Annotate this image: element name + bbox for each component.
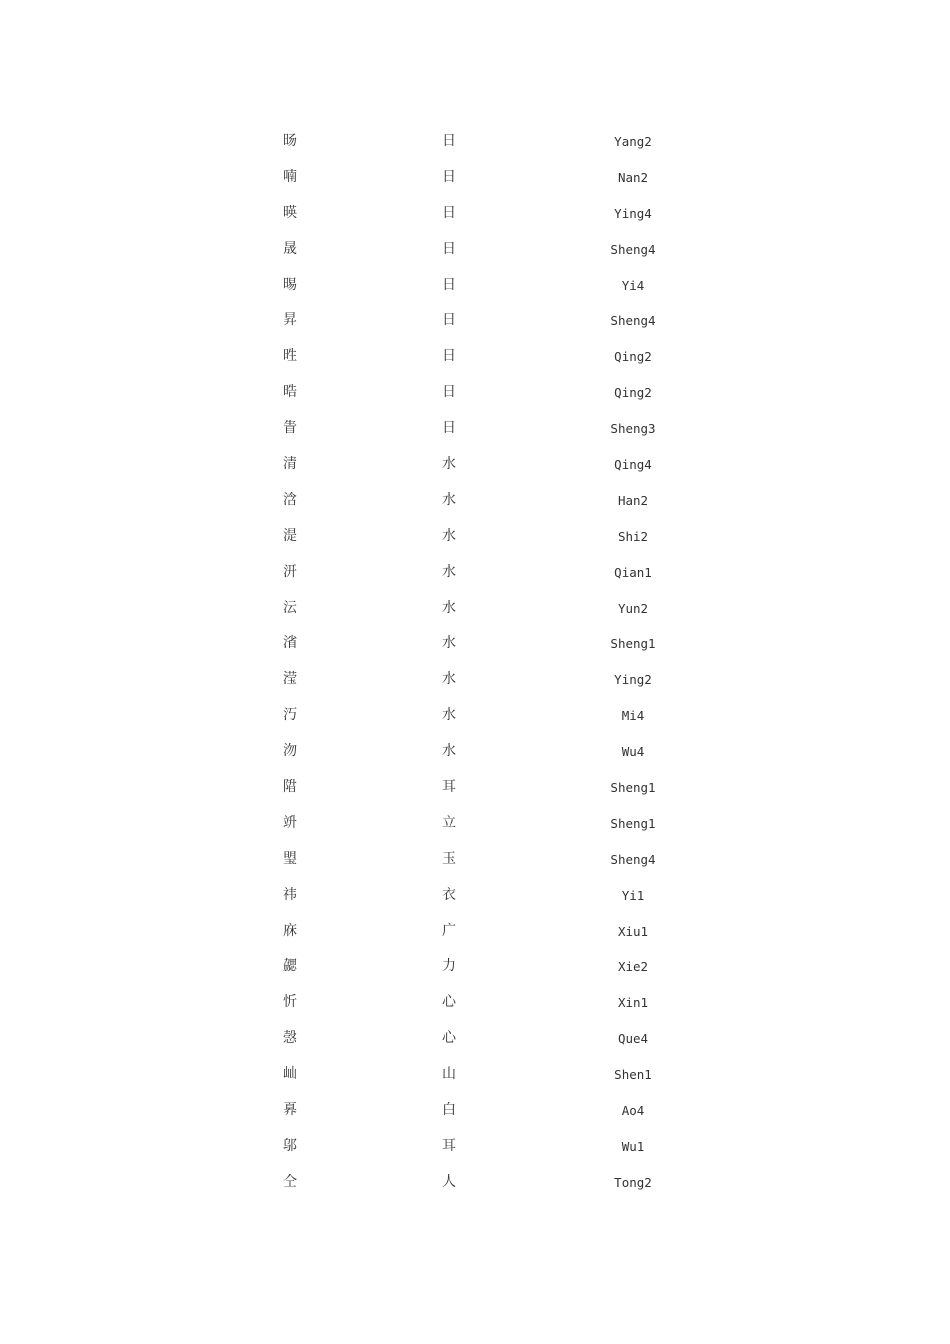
radical-cell: 水 — [442, 563, 456, 580]
radical-cell: 水 — [442, 671, 456, 688]
pinyin-cell: Qian1 — [614, 564, 652, 580]
character-cell: 奡 — [283, 1102, 297, 1119]
table-row — [0, 1129, 950, 1165]
pinyin-cell: Sheng1 — [610, 815, 656, 831]
radical-cell: 日 — [442, 420, 456, 437]
character-cell: 汧 — [283, 563, 297, 580]
radical-cell: 水 — [442, 491, 456, 508]
pinyin-cell: Mi4 — [621, 708, 645, 724]
pinyin-cell: Sheng3 — [610, 421, 656, 437]
character-cell: 眚 — [283, 420, 297, 437]
pinyin-cell: Wu1 — [621, 1138, 645, 1154]
character-cell: 渻 — [283, 635, 297, 652]
radical-cell: 心 — [442, 1030, 456, 1047]
pinyin-cell: Ying2 — [614, 672, 652, 688]
radical-cell: 白 — [442, 1102, 456, 1119]
pinyin-cell: Sheng1 — [610, 780, 656, 796]
pinyin-cell: Wu4 — [621, 744, 645, 760]
table-row — [0, 1093, 950, 1129]
character-cell: 勰 — [283, 958, 297, 975]
table-row — [0, 555, 950, 591]
table-row — [0, 591, 950, 627]
radical-cell: 水 — [442, 635, 456, 652]
pinyin-cell: Han2 — [617, 492, 649, 508]
radical-cell: 耳 — [442, 1137, 456, 1154]
radical-cell: 耳 — [442, 779, 456, 796]
pinyin-cell: Que4 — [617, 1031, 649, 1047]
pinyin-cell: Tong2 — [614, 1174, 652, 1190]
table-row — [0, 519, 950, 555]
pinyin-cell: Xiu1 — [617, 923, 649, 939]
radical-cell: 力 — [442, 958, 456, 975]
character-cell: 甠 — [283, 348, 297, 365]
pinyin-cell: Yi1 — [621, 887, 645, 903]
radical-cell: 日 — [442, 276, 456, 293]
table-row — [0, 914, 950, 950]
character-cell: 祎 — [283, 886, 297, 903]
character-cell: 忻 — [283, 994, 297, 1011]
radical-cell: 日 — [442, 348, 456, 365]
radical-cell: 水 — [442, 743, 456, 760]
radical-cell: 衣 — [442, 886, 456, 903]
table-row — [0, 698, 950, 734]
table-row — [0, 303, 950, 339]
pinyin-cell: Sheng4 — [610, 851, 656, 867]
table-row — [0, 842, 950, 878]
table-row — [0, 878, 950, 914]
table-row — [0, 1021, 950, 1057]
character-cell: 晹 — [283, 276, 297, 293]
radical-cell: 广 — [442, 922, 456, 939]
table-row — [0, 1057, 950, 1093]
radical-cell: 水 — [442, 527, 456, 544]
radical-cell: 心 — [442, 994, 456, 1011]
character-cell: 暎 — [283, 204, 297, 221]
character-cell: 晟 — [283, 240, 297, 257]
table-row — [0, 124, 950, 160]
table-row — [0, 626, 950, 662]
pinyin-cell: Qing4 — [614, 457, 652, 473]
table-row — [0, 411, 950, 447]
pinyin-cell: Yang2 — [614, 134, 652, 149]
pinyin-cell: Ying4 — [614, 205, 652, 221]
radical-cell: 水 — [442, 456, 456, 473]
pinyin-cell: Nan2 — [617, 169, 649, 185]
character-cell: 沄 — [283, 599, 297, 616]
pinyin-cell: Qing2 — [614, 349, 652, 365]
table-row — [0, 985, 950, 1021]
pinyin-cell: Xie2 — [617, 959, 649, 975]
character-cell: 愨 — [283, 1030, 297, 1047]
pinyin-cell: Sheng4 — [610, 241, 656, 257]
character-cell: 昇 — [283, 312, 297, 329]
character-cell: 旸 — [283, 133, 297, 149]
radical-cell: 山 — [442, 1066, 456, 1083]
radical-cell: 日 — [442, 312, 456, 329]
radical-cell: 日 — [442, 168, 456, 185]
pinyin-cell: Xin1 — [617, 995, 649, 1011]
character-cell: 湜 — [283, 527, 297, 544]
pinyin-cell: Sheng4 — [610, 313, 656, 329]
radical-cell: 日 — [442, 204, 456, 221]
character-cell: 竔 — [283, 814, 297, 831]
character-cell: 邬 — [283, 1137, 297, 1154]
table-row — [0, 770, 950, 806]
table-row — [0, 662, 950, 698]
pinyin-cell: Shi2 — [617, 528, 649, 544]
pinyin-cell: Ao4 — [621, 1103, 645, 1119]
pinyin-cell: Yi4 — [621, 277, 645, 293]
character-cell: 喃 — [283, 168, 297, 185]
pinyin-cell: Sheng1 — [610, 636, 656, 652]
character-cell: 清 — [283, 456, 297, 473]
radical-cell: 日 — [442, 240, 456, 257]
pinyin-cell: Shen1 — [614, 1067, 652, 1083]
table-row — [0, 375, 950, 411]
table-row — [0, 483, 950, 519]
character-cell: 汅 — [283, 707, 297, 724]
radical-cell: 水 — [442, 707, 456, 724]
radical-cell: 日 — [442, 133, 456, 149]
table-row — [0, 447, 950, 483]
radical-cell: 人 — [442, 1173, 456, 1190]
table-row — [0, 268, 950, 304]
table-row — [0, 949, 950, 985]
table-row — [0, 806, 950, 842]
character-table — [0, 124, 950, 1201]
table-row — [0, 339, 950, 375]
character-cell: 沕 — [283, 743, 297, 760]
character-cell: 滢 — [283, 671, 297, 688]
radical-cell: 日 — [442, 384, 456, 401]
table-row — [0, 160, 950, 196]
character-cell: 仝 — [283, 1173, 297, 1190]
table-row — [0, 1165, 950, 1201]
character-cell: 晧 — [283, 384, 297, 401]
radical-cell: 玉 — [442, 850, 456, 867]
radical-cell: 立 — [442, 814, 456, 831]
table-row — [0, 196, 950, 232]
radical-cell: 水 — [442, 599, 456, 616]
pinyin-cell: Yun2 — [617, 600, 649, 616]
character-cell: 屾 — [283, 1066, 297, 1083]
character-cell: 陹 — [283, 779, 297, 796]
table-row — [0, 232, 950, 268]
character-cell: 庥 — [283, 922, 297, 939]
table-row — [0, 734, 950, 770]
character-cell: 浛 — [283, 491, 297, 508]
pinyin-cell: Qing2 — [614, 385, 652, 401]
character-cell: 琞 — [283, 850, 297, 867]
